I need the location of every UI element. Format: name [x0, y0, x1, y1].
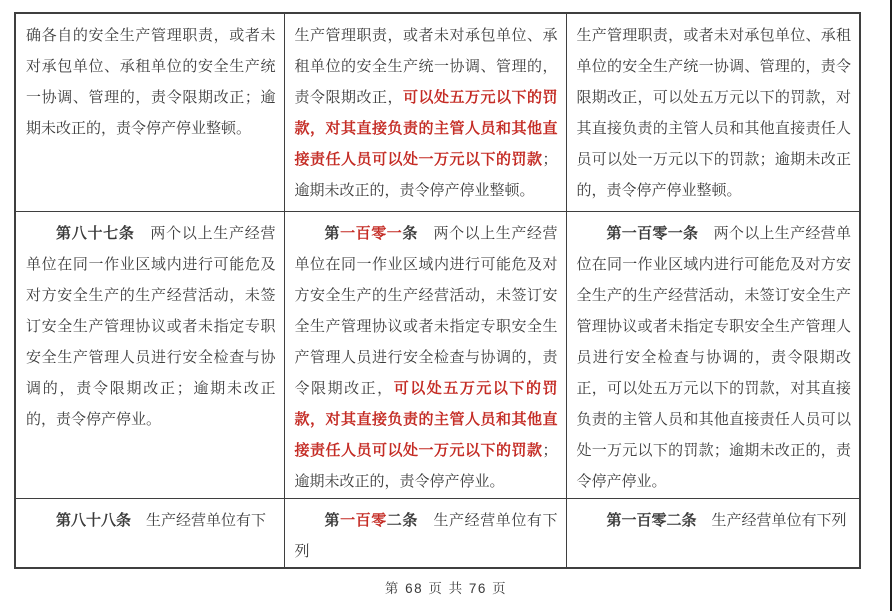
cell-r2c3 — [566, 211, 860, 498]
article-number: 条 — [402, 224, 418, 242]
paragraph — [295, 218, 558, 497]
text-segment: 两个以上生产经营单位在同一作业区域内进行可能危及对方安全生产的生产经营活动，未签订安全生产管理协议或者未指定专职安全生产管理人员进行安全检查与协调的，责令限期改正， — [294, 224, 558, 397]
page-number-footer: 第 68 页 共 76 页 — [384, 581, 508, 596]
cell-r3c3 — [566, 498, 860, 568]
paragraph — [577, 505, 852, 536]
article-number: 第一百零一条 — [606, 224, 699, 242]
text-segment: 生产经营单位有下 — [131, 511, 267, 529]
article-number: 第 — [324, 224, 341, 242]
cell-r3c1 — [15, 498, 284, 568]
table-row — [15, 13, 860, 211]
highlighted-penalty-text: 可以处五万元以下的罚款，对其直接负责的主管人员和其他直接责任人员可以处一万元以下的罚款 — [294, 89, 558, 168]
cell-r1c2 — [284, 13, 566, 211]
article-number: 第八十八条 — [56, 511, 132, 529]
paragraph — [26, 20, 276, 144]
text-segment: 生产管理职责，或者未对承包单位、承租单位的安全生产统一协调、管理的，责令限期改正， — [294, 27, 558, 106]
paragraph — [295, 505, 558, 567]
text-segment: 生产经营单位有下列 — [294, 511, 558, 560]
text-segment: 生产管理职责，或者未对承包单位、承租单位的安全生产统一协调、管理的，责令限期改正，可以处五万元以下的罚款，对其直接负责的主管人员和其他直接责任人员可以处一万元以下的罚款；逾期未改正的，责令停产停业整顿。 — [576, 27, 851, 199]
article-number-changed: 一百零 — [340, 511, 387, 529]
article-number: 第八十七条 — [56, 224, 135, 242]
table-row — [15, 211, 860, 498]
text-segment: 两个以上生产经营单位在同一作业区域内进行可能危及对方安全生产的生产经营活动，未签订安全生产管理协议或者未指定专职安全生产管理人员进行安全检查与协调的，责令限期改正；逾期未改正的，责令停产停业。 — [26, 224, 276, 428]
highlighted-penalty-text: 可以处五万元以下的罚款，对其直接负责的主管人员和其他直接责任人员可以处一万元以下的罚款 — [294, 379, 558, 459]
text-segment: ；逾期未改正的，责令停产停业。 — [294, 441, 558, 490]
law-comparison-table — [14, 12, 861, 569]
article-number: 第 — [324, 511, 341, 529]
text-segment: 确各自的安全生产管理职责，或者未对承包单位、承租单位的安全生产统一协调、管理的，责令限期改正；逾期未改正的，责令停产停业整顿。 — [26, 27, 276, 137]
table-row — [15, 498, 860, 568]
cell-r1c1 — [15, 13, 284, 211]
cell-r1c3 — [566, 13, 860, 211]
article-number: 二条 — [386, 511, 418, 529]
cell-r2c2 — [284, 211, 566, 498]
paragraph — [295, 20, 558, 206]
text-segment: 生产经营单位有下列 — [696, 511, 847, 529]
text-segment: ；逾期未改正的，责令停产停业整顿。 — [294, 151, 558, 199]
paragraph — [26, 218, 276, 435]
article-number: 第一百零二条 — [606, 511, 697, 529]
article-number-changed: 一百零一 — [340, 224, 403, 242]
text-segment: 两个以上生产经营单位在同一作业区域内进行可能危及对方安全生产的生产经营活动，未签订安全生产管理协议或者未指定专职安全生产管理人员进行安全检查与协调的，责令限期改正，可以处五万元以下的罚款，对其直接负责的主管人员和其他直接责任人员可以处一万元以下的罚款；逾期未改正的，责令停产停业。 — [576, 224, 851, 490]
paragraph — [577, 20, 852, 206]
cell-r2c1 — [15, 211, 284, 498]
cell-r3c2 — [284, 498, 566, 568]
paragraph — [577, 218, 852, 497]
paragraph — [26, 505, 276, 536]
